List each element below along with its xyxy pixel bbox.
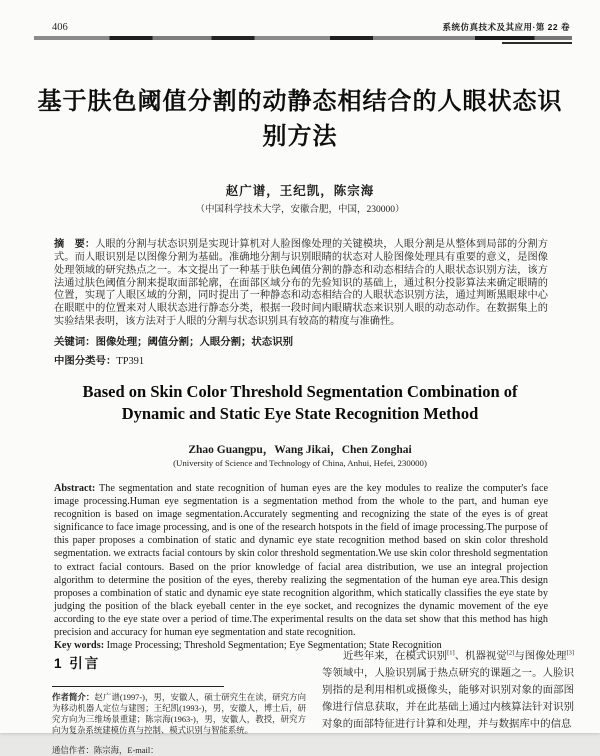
abstract-english-label: Abstract: [54, 483, 96, 494]
title-chinese-line-1: 基于肤色阈值分割的动静态相结合的人眼状态识 [37, 88, 563, 115]
right-column [322, 646, 574, 733]
footnote-clipped-line: 通信作者：陈宗海，E-mail： [52, 745, 159, 755]
page-number: 406 [52, 22, 68, 33]
clc-value: TP391 [116, 356, 145, 368]
citation-ref-2: [2] [506, 649, 515, 657]
title-english-line-2: Dynamic and Static Eye State Recognition Method [121, 404, 479, 423]
intro-text-2: 、机器视觉 [454, 651, 507, 662]
abstract-chinese [54, 239, 548, 329]
keywords-english-label: Key words: [54, 640, 105, 652]
keywords-chinese-label: 关键词： [54, 337, 96, 349]
page-header [52, 21, 570, 33]
intro-text-1: 近些年来，在模式识别 [343, 651, 448, 662]
affiliation-english: (University of Science and Technology of China, Anhui, Hefei, 230000) [173, 458, 427, 468]
footnote-label: 作者简介： [52, 693, 95, 703]
intro-text-3: 与图像处理 [514, 651, 567, 662]
author-bio-footnote [52, 692, 306, 736]
title-english-line-1: Based on Skin Color Threshold Segmentation Combination of [82, 382, 518, 401]
journal-title: 系统仿真技术及其应用·第 22 卷 [442, 22, 570, 32]
keywords-chinese-text: 图像处理；阈值分割；人眼分割；状态识别 [95, 337, 293, 349]
left-column [52, 646, 306, 755]
citation-ref-3: [3] [566, 649, 575, 657]
paper-title-chinese [36, 84, 564, 154]
footnote-rule [52, 686, 224, 687]
abstract-english-text: The segmentation and state recognition of human eyes are the key modules to realize the computer's face image processing.Human eye segmentation is a segmentation method from the whole to the part, and human eye recognition is based on image segmentation.Accurately segmenting and recognizing the state of the eyes is of great significance to face image processing, and is one of the research hotspots in the field of image processing.The purpose of this paper proposes a combination of static and dynamic eye state recognition method based on skin color threshold segmentation. we extracts facial contours by skin color threshold segmentation.We use skin color threshold segmentation to extract facial contours. Based on the prior knowledge of facial area distribution, we use an integral projection algorithm to determine the position of the eyes, thereby realizing the segmentation of the human eye area.This design proposes a combination of static and dynamic eye state recognition algorithm, which statically classifies the eye state by judging the position of the black eyeball center in the eye socket, and recognizes the dynamic movement of the eye according to the eye state over a period of time.The experimental results on the data set show that this method has high precision and accuracy for human eye segmentation and state recognition. [54, 483, 548, 639]
abstract-english-block [54, 482, 548, 652]
citation-ref-1: [1] [447, 649, 455, 657]
keywords-chinese [54, 333, 548, 348]
authors-english: Zhao Guangpu，Wang Jikai，Chen Zonghai [188, 444, 412, 456]
title-chinese-line-2: 别方法 [262, 123, 338, 150]
clc-number [54, 352, 548, 367]
abstract-chinese-label: 摘 要： [54, 239, 96, 251]
affiliation-chinese: （中国科学技术大学，安徽合肥，中国，230000） [195, 205, 405, 215]
authors-chinese: 赵广谱，王纪凯，陈宗海 [225, 184, 375, 198]
abstract-chinese-text: 人眼的分割与状态识别是实现计算机对人脸图像处理的关键模块，人眼分割是从整体到局部的分割方式。而人眼识别是以图像分割为基础。准确地分割与识别眼睛的状态对人脸图像处理具有重要的意义，是图像处理领域的研究热点之一。本文提出了一种基于肤色阈值分割的静态和动态相结合的人眼状态识别方法，该方法通过肤色阈值分割来提取面部轮廓，在面部区域分布的先验知识的基础上，通过积分投影算法来确定眼睛的位置，实现了人眼区域的分割，同时提出了一种静态和动态相结合的人眼状态识别方法，通过判断黑眼球中心在眼眶中的位置来对人眼状态进行静态分类，根据一段时间内眼睛状态来识别人眼的动态动作。在数据集上的实验结果表明，该方法对于人眼的分割与状态识别具有较高的精度与准确性。 [54, 239, 549, 327]
header-rule [34, 36, 572, 40]
intro-text-4: 等领域中，人脸识别属于热点研究的课题之一。人脸识别指的是利用相机或摄像头，能够对识别对象的面部图像进行信息获取，并在此基础上通过内核算法针对识别对象的面部特征进行计算和处理，并与数据库中的信息 [322, 668, 574, 730]
header-rule-artifact [502, 42, 572, 44]
clc-label: 中图分类号： [54, 356, 117, 368]
two-column-body [52, 646, 575, 755]
paper-title-english [40, 381, 560, 425]
footnote-text: 赵广谱(1997-)，男，安徽人，硕士研究生在读，研究方向为移动机器人定位与建图；王纪凯(1993-)，男，安徽人，博士后，研究方向为三维场景重建；陈宗海(1963-)，男，安徽人，教授，研究方向为复杂系统建模仿真与控制、模式识别与智能系统。 [52, 693, 306, 736]
keywords-english-text: Image Processing; Threshold Segmentation; Eye Segmentation; State Recognition [106, 640, 442, 652]
abstract-english [54, 482, 548, 639]
section-1-heading: 1 引言 [54, 656, 101, 671]
introduction-paragraph [322, 648, 574, 733]
